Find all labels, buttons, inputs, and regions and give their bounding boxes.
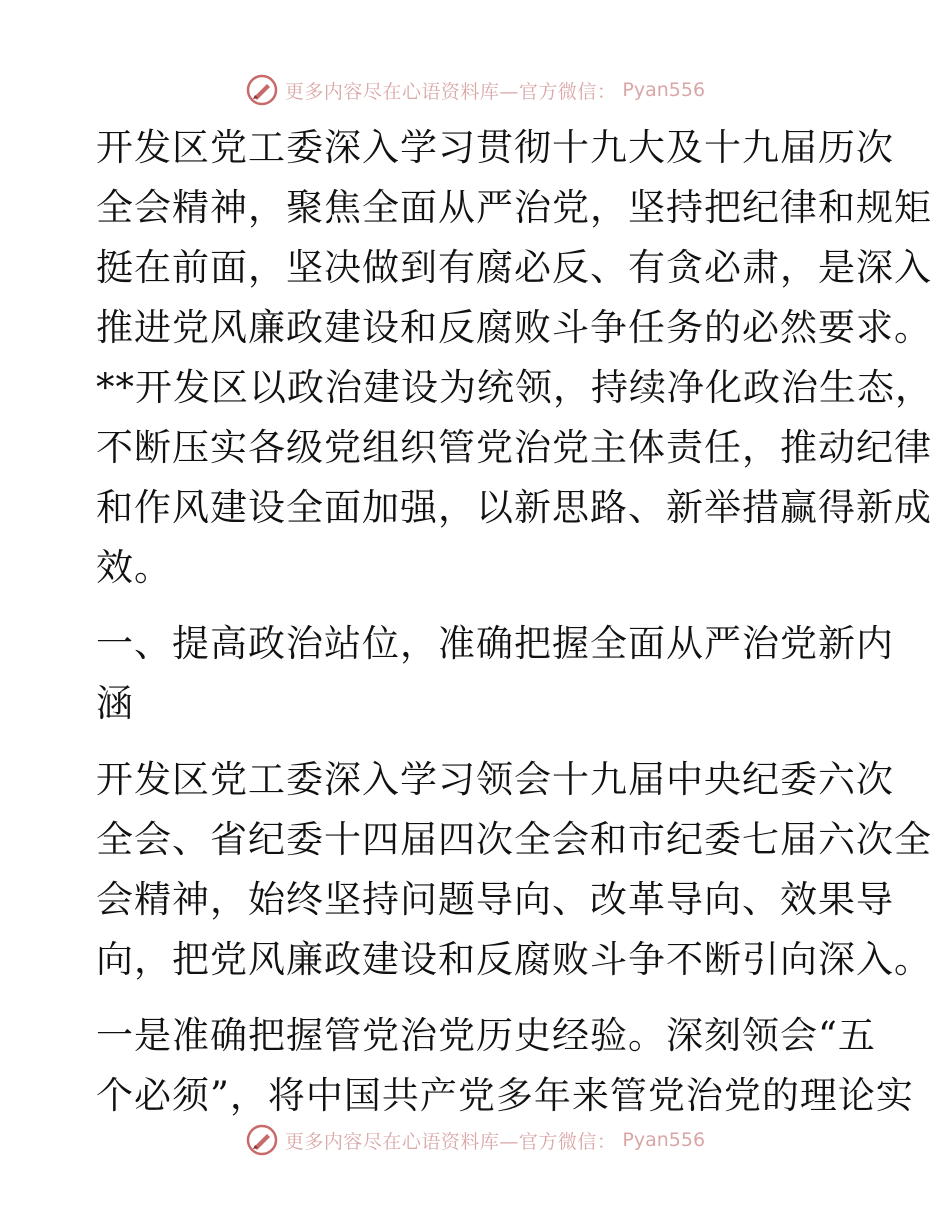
text-line: 全会精神，聚焦全面从严治党，坚持把纪律和规矩 — [96, 186, 932, 229]
pen-logo-icon — [245, 1123, 279, 1157]
text-line: 涵 — [96, 682, 134, 725]
watermark-text: 更多内容尽在心语资料库—官方微信： — [284, 1130, 617, 1153]
text-line: 开发区党工委深入学习贯彻十九大及十九届历次 — [96, 126, 894, 169]
point-paragraph — [96, 1006, 914, 1126]
text-line: 和作风建设全面加强，以新思路、新举措赢得新成 — [96, 486, 932, 529]
text-line: **开发区以政治建设为统领，持续净化政治生态， — [96, 366, 933, 409]
text-line: 推进党风廉政建设和反腐败斗争任务的必然要求。 — [96, 306, 932, 349]
text-line: 一、提高政治站位，准确把握全面从严治党新内 — [96, 622, 894, 665]
section-paragraph — [96, 750, 932, 990]
watermark-header — [0, 70, 950, 110]
text-line: 全会、省纪委十四届四次全会和市纪委七届六次全 — [96, 818, 932, 861]
text-line: 个必须”，将中国共产党多年来管党治党的理论实 — [96, 1074, 914, 1117]
section-heading — [96, 614, 894, 734]
text-line: 一是准确把握管党治党历史经验。深刻领会“五 — [96, 1014, 876, 1057]
watermark-footer — [0, 1120, 950, 1160]
watermark-wechat-id: Pyan556 — [622, 1129, 706, 1151]
watermark-text: 更多内容尽在心语资料库—官方微信： — [284, 80, 617, 103]
text-line: 会精神，始终坚持问题导向、改革导向、效果导 — [96, 878, 894, 921]
text-line: 挺在前面，坚决做到有腐必反、有贪必肃，是深入 — [96, 246, 932, 289]
text-line: 效。 — [96, 546, 172, 589]
text-line: 不断压实各级党组织管党治党主体责任，推动纪律 — [96, 426, 932, 469]
document-body — [96, 118, 933, 1142]
text-line: 开发区党工委深入学习领会十九届中央纪委六次 — [96, 758, 894, 801]
text-line: 向，把党风廉政建设和反腐败斗争不断引向深入。 — [96, 938, 932, 981]
watermark-wechat-id: Pyan556 — [622, 79, 706, 101]
pen-logo-icon — [245, 73, 279, 107]
intro-paragraph — [96, 118, 933, 598]
